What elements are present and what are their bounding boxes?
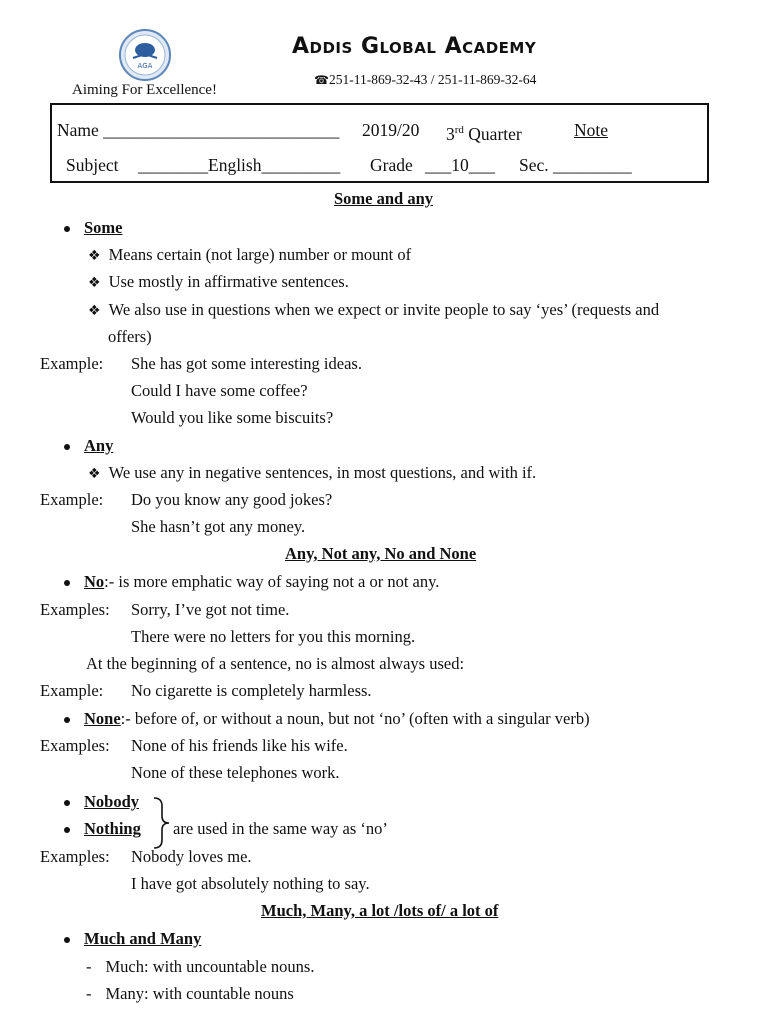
any-label: Any bbox=[84, 436, 114, 455]
example-sentence: I have got absolutely nothing to say. bbox=[131, 874, 370, 893]
example-sentence: No cigarette is completely harmless. bbox=[131, 681, 372, 700]
some-point: ❖ Means certain (not large) number or mount of bbox=[88, 245, 412, 264]
bullet-nothing bbox=[64, 819, 141, 839]
bullet-icon bbox=[64, 827, 70, 833]
bullet-icon bbox=[64, 226, 70, 232]
example-sentence: None of these telephones work. bbox=[131, 763, 340, 782]
heading-any-not-any-no-none: Any, Not any, No and None bbox=[285, 544, 477, 563]
phone-numbers: 251-11-869-32-43 / 251-11-869-32-64 bbox=[328, 72, 537, 87]
bullet-icon bbox=[64, 717, 70, 723]
some-label: Some bbox=[84, 218, 123, 237]
bullet-icon bbox=[64, 580, 70, 586]
example-label: Example: bbox=[40, 681, 104, 700]
diamond-bullet-icon: ❖ bbox=[88, 466, 101, 482]
school-logo bbox=[118, 28, 172, 82]
dash-bullet-icon: - bbox=[86, 984, 92, 1003]
bullet-no bbox=[64, 572, 439, 592]
quarter bbox=[446, 120, 522, 144]
some-point: ❖ Use mostly in affirmative sentences. bbox=[88, 272, 349, 291]
examples-label: Examples: bbox=[40, 736, 110, 755]
example-sentence: Nobody loves me. bbox=[131, 847, 252, 866]
example-sentence: Do you know any good jokes? bbox=[131, 490, 333, 509]
bullet-icon bbox=[64, 937, 70, 943]
diamond-bullet-icon: ❖ bbox=[88, 275, 101, 291]
none-label: None bbox=[84, 709, 121, 728]
grade-value: ___10___ bbox=[425, 155, 495, 175]
bullet-none bbox=[64, 709, 590, 729]
subject-label: Subject bbox=[66, 155, 119, 175]
bullet-much-and-many bbox=[64, 929, 201, 949]
logo-text: AGA bbox=[137, 62, 153, 70]
examples-label: Examples: bbox=[40, 600, 110, 619]
heading-much-many-a-lot: Much, Many, a lot /lots of/ a lot of bbox=[261, 901, 499, 920]
bullet-nobody bbox=[64, 792, 139, 812]
quarter-number: 3 bbox=[446, 123, 455, 144]
curly-brace-icon bbox=[150, 796, 172, 850]
much-many-point: - Many: with countable nouns bbox=[86, 984, 294, 1003]
example-sentence: Sorry, I’ve got not time. bbox=[131, 600, 290, 619]
no-beginning-note: At the beginning of a sentence, no is almost always used: bbox=[86, 654, 465, 673]
name-field: Name ___________________________ bbox=[57, 120, 340, 140]
quarter-label: Quarter bbox=[468, 123, 522, 144]
no-definition: :- is more emphatic way of saying not a or not any. bbox=[104, 572, 440, 591]
section-field: Sec. _________ bbox=[519, 155, 632, 175]
nothing-label: Nothing bbox=[84, 819, 141, 838]
example-sentence: There were no letters for you this morning. bbox=[131, 627, 416, 646]
any-point: ❖ We use any in negative sentences, in most questions, and with if. bbox=[88, 463, 537, 482]
example-label: Example: bbox=[40, 354, 104, 373]
no-label: No bbox=[84, 572, 105, 591]
phone-line bbox=[314, 72, 536, 88]
nobody-nothing-note: are used in the same way as ‘no’ bbox=[173, 819, 388, 838]
bullet-any bbox=[64, 436, 113, 456]
example-sentence: Would you like some biscuits? bbox=[131, 408, 334, 427]
some-point-continuation: offers) bbox=[108, 327, 152, 346]
example-sentence: She hasn’t got any money. bbox=[131, 517, 306, 536]
much-and-many-label: Much and Many bbox=[84, 929, 202, 948]
example-sentence: She has got some interesting ideas. bbox=[131, 354, 362, 373]
subject-value: ________English_________ bbox=[138, 155, 341, 175]
much-many-point: - Much: with uncountable nouns. bbox=[86, 957, 315, 976]
none-definition: :- before of, or without a noun, but not ‘no’ (often with a singular verb) bbox=[120, 709, 590, 728]
school-name: Addis Global Academy bbox=[292, 34, 537, 59]
bullet-icon bbox=[64, 800, 70, 806]
bullet-some bbox=[64, 218, 123, 238]
examples-label: Examples: bbox=[40, 847, 110, 866]
bullet-icon bbox=[64, 444, 70, 450]
example-label: Example: bbox=[40, 490, 104, 509]
some-point: ❖ We also use in questions when we expect or invite people to say ‘yes’ (requests and bbox=[88, 300, 660, 319]
nobody-label: Nobody bbox=[84, 792, 140, 811]
grade-label: Grade bbox=[370, 155, 413, 175]
heading-some-and-any: Some and any bbox=[334, 189, 434, 208]
example-sentence: None of his friends like his wife. bbox=[131, 736, 348, 755]
motto: Aiming For Excellence! bbox=[72, 82, 217, 98]
note-label: Note bbox=[574, 120, 609, 140]
dash-bullet-icon: - bbox=[86, 957, 92, 976]
diamond-bullet-icon: ❖ bbox=[88, 248, 101, 264]
telephone-icon: ☎ bbox=[314, 73, 329, 87]
quarter-suffix: rd bbox=[454, 124, 464, 136]
diamond-bullet-icon: ❖ bbox=[88, 303, 101, 319]
school-year: 2019/20 bbox=[362, 120, 420, 140]
example-sentence: Could I have some coffee? bbox=[131, 381, 308, 400]
